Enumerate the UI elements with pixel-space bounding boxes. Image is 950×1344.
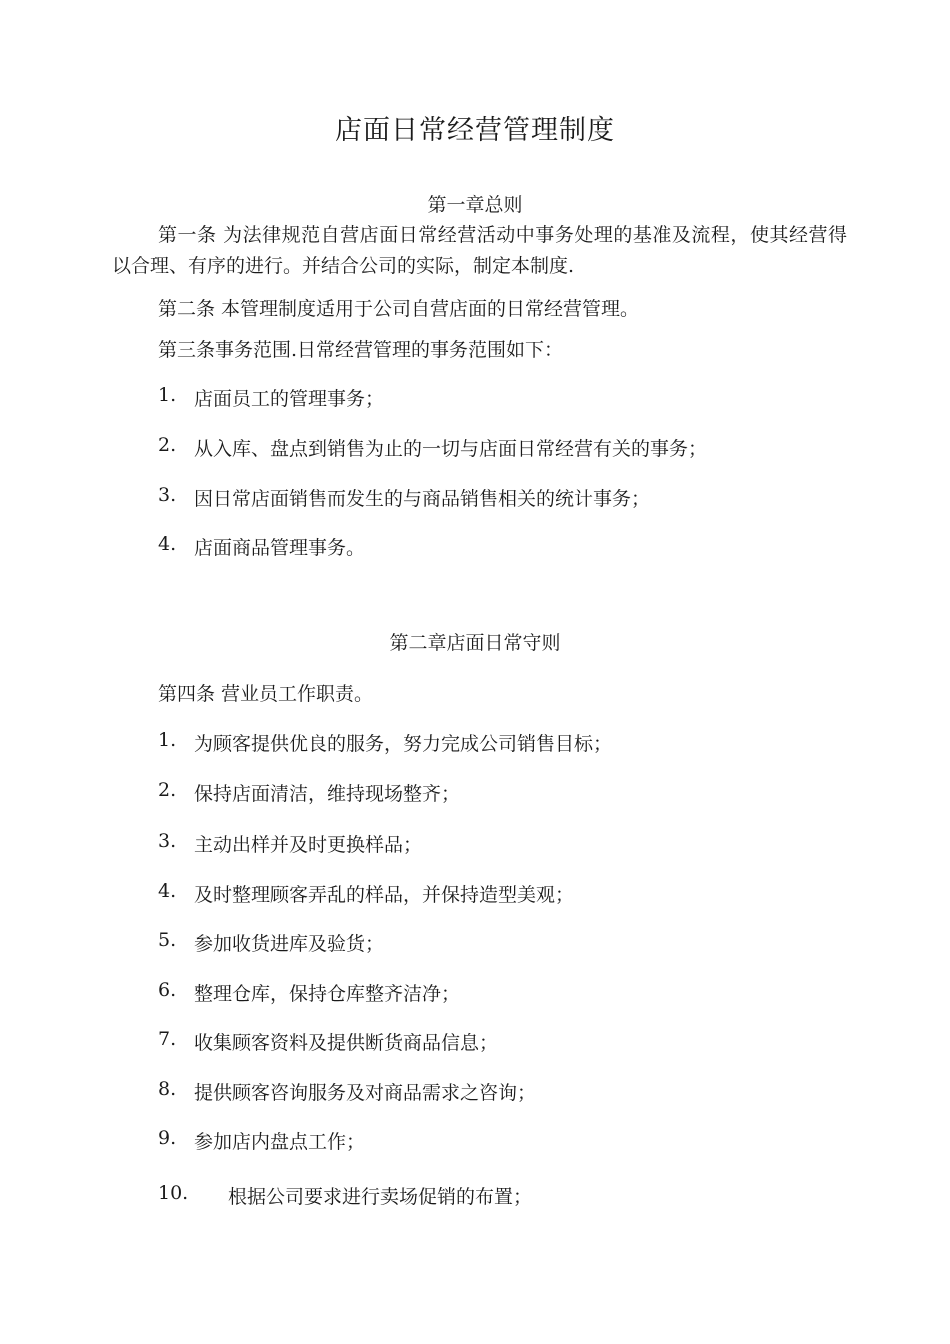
list-item-text: 提供顾客咨询服务及对商品需求之咨询；: [194, 1082, 537, 1104]
list-item-number: 2.: [158, 779, 177, 801]
list-item-text: 店面商品管理事务。: [194, 537, 366, 559]
list-item-number: 1.: [158, 384, 177, 406]
list-item-number: 2.: [158, 434, 177, 456]
list-item-text: 保持店面清洁，维持现场整齐；: [194, 783, 461, 805]
article-3: 第三条事务范围.日常经营管理的事务范围如下：: [158, 339, 564, 361]
list-item-number: 10.: [158, 1182, 189, 1204]
list-item-number: 7.: [158, 1028, 177, 1050]
list-item-text: 及时整理顾客弄乱的样品，并保持造型美观；: [194, 884, 575, 906]
chapter-1-heading: 第一章总则: [427, 194, 523, 216]
list-item-number: 1.: [158, 729, 177, 751]
list-item-text: 因日常店面销售而发生的与商品销售相关的统计事务；: [194, 488, 651, 510]
list-item-number: 5.: [158, 929, 177, 951]
list-item-text: 店面员工的管理事务；: [194, 388, 385, 410]
list-item-number: 4.: [158, 533, 177, 555]
list-item-text: 主动出样并及时更换样品；: [194, 834, 423, 856]
document-title: 店面日常经营管理制度: [335, 115, 615, 146]
list-item-text: 收集顾客资料及提供断货商品信息；: [194, 1032, 499, 1054]
list-item-text: 为顾客提供优良的服务，努力完成公司销售目标；: [194, 733, 613, 755]
list-item-number: 3.: [158, 484, 177, 506]
article-2: 第二条 本管理制度适用于公司自营店面的日常经营管理。: [158, 298, 640, 320]
list-item-number: 8.: [158, 1078, 177, 1100]
list-item-number: 4.: [158, 880, 177, 902]
list-item-text: 整理仓库，保持仓库整齐洁净；: [194, 983, 461, 1005]
article-1: 第一条 为法律规范自营店面日常经营活动中事务处理的基准及流程，使其经营得以合理、有序的进行。并结合公司的实际，制定本制度.: [112, 224, 847, 277]
article-4: 第四条 营业员工作职责。: [158, 683, 374, 705]
list-item-number: 9.: [158, 1127, 177, 1149]
list-item-text: 参加店内盘点工作；: [194, 1131, 366, 1153]
list-item-text: 参加收货进库及验货；: [194, 933, 385, 955]
list-item-number: 3.: [158, 830, 177, 852]
list-item-text: 从入库、盘点到销售为止的一切与店面日常经营有关的事务；: [194, 438, 708, 460]
list-item-number: 6.: [158, 979, 177, 1001]
list-item-text: 根据公司要求进行卖场促销的布置；: [228, 1186, 533, 1208]
chapter-2-heading: 第二章店面日常守则: [389, 632, 561, 654]
